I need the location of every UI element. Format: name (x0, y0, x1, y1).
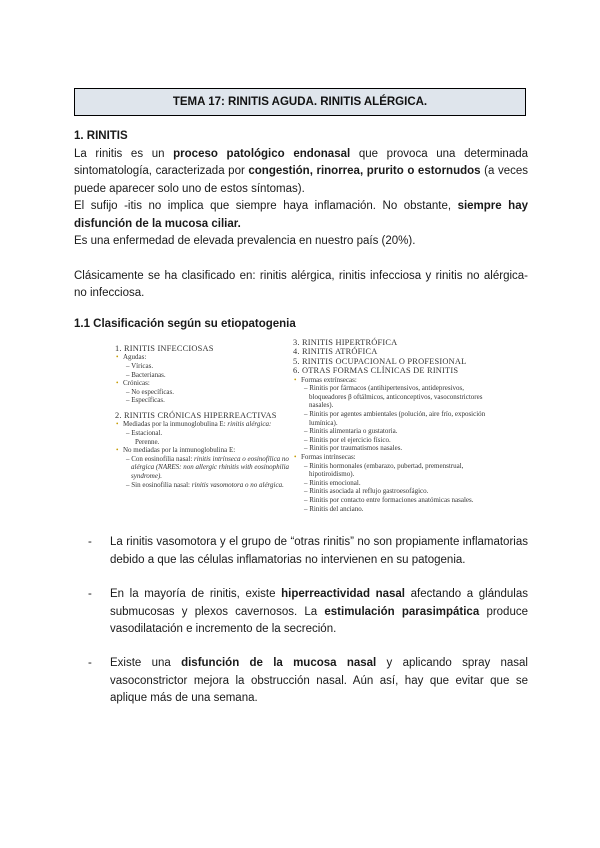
figure-subitem: – Rinitis por el ejercicio físico. (293, 436, 488, 445)
figure-heading-hiperreactivas: 2. RINITIS CRÓNICAS HIPERREACTIVAS (115, 410, 277, 420)
figure-right-column (293, 338, 488, 513)
figure-subitem: – Rinitis por traumatismos nasales. (293, 444, 488, 453)
paragraph-suffix: El sufijo -itis no implica que siempre haya inflamación. No obstante, siempre hay disfunción de la mucosa ciliar. (74, 200, 528, 230)
figure-heading-otras: 6. OTRAS FORMAS CLÍNICAS DE RINITIS (293, 366, 459, 376)
figure-subitem: – Sin eosinofilia nasal: rinitis vasomotora o no alérgica. (115, 481, 290, 490)
figure-subitem: – Rinitis por contacto entre formaciones anatómicas nasales. (293, 496, 488, 505)
bullet-dash: - (88, 588, 92, 600)
figure-heading-infecciosas: 1. RINITIS INFECCIOSAS (115, 344, 214, 353)
figure-left-column (115, 338, 290, 489)
figure-item: • Formas extrínsecas: (293, 376, 488, 385)
bullet-dash: - (88, 536, 92, 548)
figure-subitem: – Víricas. (115, 362, 290, 371)
figure-item: • Crónicas: (115, 379, 290, 388)
figure-subitem: – Rinitis alimentaria o gustatoria. (293, 427, 488, 436)
section-1-1-heading: 1.1 Clasificación según su etiopatogenia (74, 318, 296, 330)
figure-item: • No mediadas por la inmunoglobulina E: (115, 446, 290, 455)
figure-subitem: – Rinitis hormonales (embarazo, pubertad, premenstrual, hipotiroidismo). (293, 462, 488, 479)
page-title: TEMA 17: RINITIS AGUDA. RINITIS ALÉRGICA. (74, 88, 526, 116)
figure-subitem: – Rinitis del anciano. (293, 505, 488, 514)
figure-heading-hipertrofica: 3. RINITIS HIPERTRÓFICA (293, 338, 398, 347)
figure-subitem: – Estacional. (115, 429, 290, 438)
figure-item: • Agudas: (115, 353, 290, 362)
paragraph-classification: Clásicamente se ha clasificado en: rinitis alérgica, rinitis infecciosa y rinitis no alérgica- no infecciosa. (74, 269, 528, 299)
bullet-text: En la mayoría de rinitis, existe hiperreactividad nasal afectando a glándulas submucosas y plexos cavernosos. La estimulación parasimpática produce vasodilatación e incremento de la secreción. (110, 588, 528, 635)
figure-subitem: – Bacterianas. (115, 371, 290, 380)
figure-subitem: – Específicas. (115, 396, 290, 405)
section-1 (74, 128, 528, 303)
figure-item: • Mediadas por la inmunoglobulina E: rinitis alérgica: (115, 420, 290, 429)
figure-subitem: – Rinitis por fármacos (antihipertensivos, antidepresivos, bloqueadores β oftálmicos, anticonceptivos, vasoconstrictores nasales). (293, 384, 488, 410)
figure-subitem: – Rinitis emocional. (293, 479, 488, 488)
bullet-text: La rinitis vasomotora y el grupo de “otras rinitis” no son propiamente inflamatorias debido a que las células inflamatorias no intervienen en su patogenia. (110, 536, 528, 566)
classification-figure (115, 338, 485, 528)
figure-heading-atrofica: 4. RINITIS ATRÓFICA (293, 347, 378, 357)
figure-subitem: – Rinitis por agentes ambientales (polución, aire frío, exposición lumínica). (293, 410, 488, 427)
paragraph-definition: La rinitis es un proceso patológico endonasal que provoca una determinada sintomatología, caracterizada por congestión, rinorrea, prurito o estornudos (a veces puede aparecer solo uno de estos síntomas). (74, 147, 528, 195)
figure-subitem: – No específicas. (115, 388, 290, 397)
figure-item: • Formas intrínsecas: (293, 453, 488, 462)
figure-subitem: Perenne. (135, 437, 160, 446)
bullet-text: Existe una disfunción de la mucosa nasal y aplicando spray nasal vasoconstrictor mejora la obstrucción nasal. Aún así, hay que evitar que se aplique más de una semana. (110, 657, 528, 704)
figure-subitem: – Rinitis asociada al reflujo gastroesofágico. (293, 487, 488, 496)
figure-subitem: – Con eosinofilia nasal: rinitis intrínseca o eosinofílica no alérgica (NARES: non allergic rhinitis with eosinophilia syndrome). (115, 455, 290, 481)
paragraph-prevalence: Es una enfermedad de elevada prevalencia en nuestro país (20%). (74, 235, 416, 247)
bullet-dash: - (88, 657, 92, 669)
section-1-heading: 1. RINITIS (74, 130, 128, 142)
figure-heading-ocupacional: 5. RINITIS OCUPACIONAL O PROFESIONAL (293, 356, 467, 366)
